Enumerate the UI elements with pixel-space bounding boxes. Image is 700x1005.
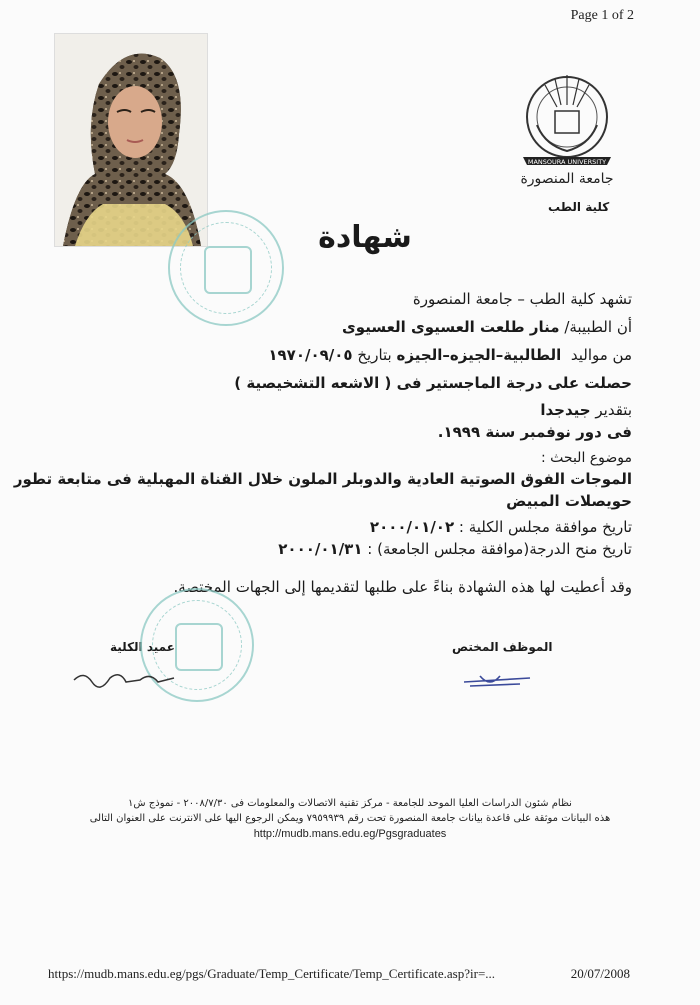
birth-date: ١٩٧٠/٠٩/٠٥ (268, 346, 353, 364)
name-value: منار طلعت العسيوى العسيوى (342, 318, 560, 336)
line-grant (278, 540, 632, 558)
print-url[interactable]: https://mudb.mans.edu.eg/pgs/Graduate/Temp_Certificate/Temp_Certificate.asp?ir=... (48, 966, 496, 981)
line-council (370, 518, 632, 536)
closing-statement: وقد أعطيت لها هذه الشهادة بناءً على طلبها لتقديمها إلى الجهات المختصة. (173, 578, 632, 596)
research-title-line2: حويصلات المبيض (506, 492, 632, 510)
footer-verify-line: هذه البيانات موثقة على قاعدة بيانات جامعة المنصورة تحت رقم ٧٩٥٩٩٣٩ ويمكن الرجوع اليها على الانترنت على العنوان التالى (89, 813, 611, 824)
research-title-line1: الموجات الفوق الصوتية العادية والدوبلر الملون خلال القناة المهبلية فى متابعة تطور (13, 470, 632, 488)
council-label: تاريخ موافقة مجلس الكلية : (458, 518, 632, 536)
grant-date: ٢٠٠٠/٠١/٣١ (278, 540, 363, 558)
research-label: موضوع البحث : (541, 450, 632, 466)
line-birth (268, 346, 632, 364)
print-date: 20/07/2008 (570, 966, 630, 981)
line-degree: حصلت على درجة الماجستير فى ( الاشعه التشخيصية ) (234, 374, 632, 392)
birth-place: الطالبية–الجيزه–الجيزه (396, 346, 562, 364)
dean-signature (70, 660, 180, 694)
page-number: Page 1 of 2 (570, 8, 634, 23)
certificate-title: شهادة (318, 220, 412, 255)
birth-date-label: بتاريخ (357, 346, 392, 364)
logo-text-en: MANSOURA UNIVERSITY (527, 158, 607, 166)
logo-text-ar: جامعة المنصورة (520, 171, 614, 187)
birth-label: من مواليد (570, 346, 632, 364)
faculty-name: كلية الطب (548, 200, 610, 214)
footer-system-line: نظام شئون الدراسات العليا الموحد للجامعة - مركز تقنية الاتصالات والمعلومات فى ٢٠٠٨/٧/٣٠ - نموذج ش١ (128, 798, 572, 809)
line-name (342, 318, 632, 336)
footer-url[interactable]: http://mudb.mans.edu.eg/Pgsgraduates (253, 828, 447, 840)
grant-label: تاريخ منح الدرجة(موافقة مجلس الجامعة) : (367, 540, 632, 558)
line-grade (540, 401, 632, 419)
name-label: أن الطبيبة/ (564, 318, 632, 336)
employee-label: الموظف المختص (452, 640, 553, 654)
portrait-image (55, 34, 207, 246)
line-faculty: تشهد كلية الطب – جامعة المنصورة (412, 290, 632, 308)
line-session: فى دور نوفمبر سنة ١٩٩٩. (437, 423, 632, 441)
employee-signature (460, 668, 540, 694)
grade-value: جيدجدا (540, 401, 591, 419)
council-date: ٢٠٠٠/٠١/٠٢ (369, 518, 455, 536)
grade-label: بتقدير (595, 401, 632, 419)
dean-label: عميد الكلية (110, 640, 175, 654)
student-photo (54, 33, 208, 247)
university-logo (515, 65, 620, 195)
